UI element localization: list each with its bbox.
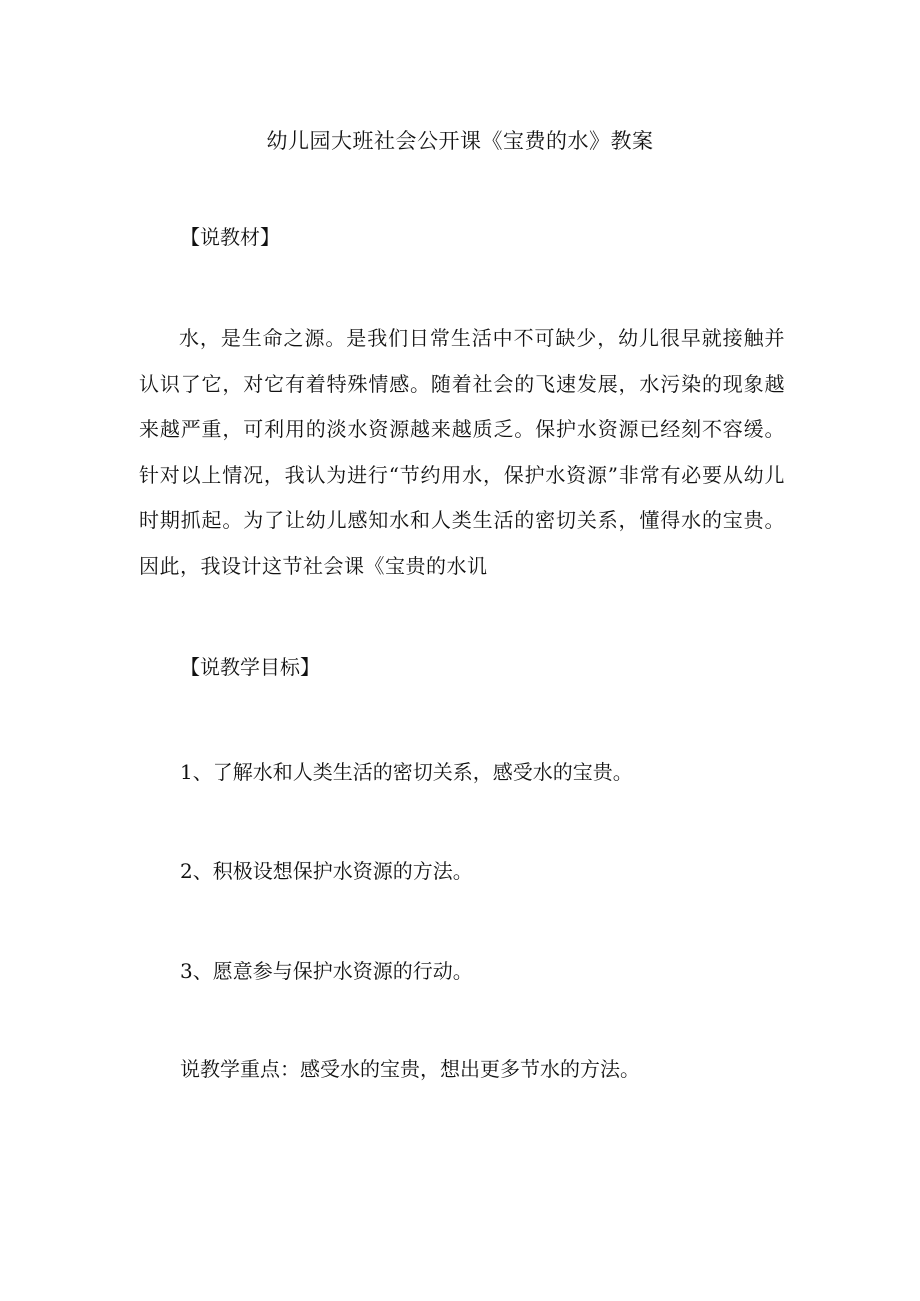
goal-item-1: 1、了解水和人类生活的密切关系，感受水的宝贵。: [180, 760, 633, 784]
goal-item-3: 3、愿意参与保护水资源的行动。: [180, 959, 473, 983]
document-title: 幼儿园大班社会公开课《宝费的水》教案: [266, 129, 654, 153]
key-point-line: 说教学重点：感受水的宝贵，想出更多节水的方法。: [180, 1057, 640, 1081]
section-heading-material: 【说教材】: [180, 225, 280, 249]
material-paragraph: 水，是生命之源。是我们日常生活中不可缺少，幼儿很早就接触并认识了它，对它有着特殊情感。随着社会的飞速发展，水污染的现象越来越严重，可利用的淡水资源越来越质乏。保护水资源已经刻不容缓。针对以上情况，我认为进行“节约用水，保护水资源”非常有必要从幼儿时期抓起。为了让幼儿感知水和人类生活的密切关系，懂得水的宝贵。因此，我设计这节社会课《宝贵的水讥: [139, 326, 785, 578]
section-heading-goals: 【说教学目标】: [180, 655, 320, 679]
goal-item-2: 2、积极设想保护水资源的方法。: [180, 859, 473, 883]
